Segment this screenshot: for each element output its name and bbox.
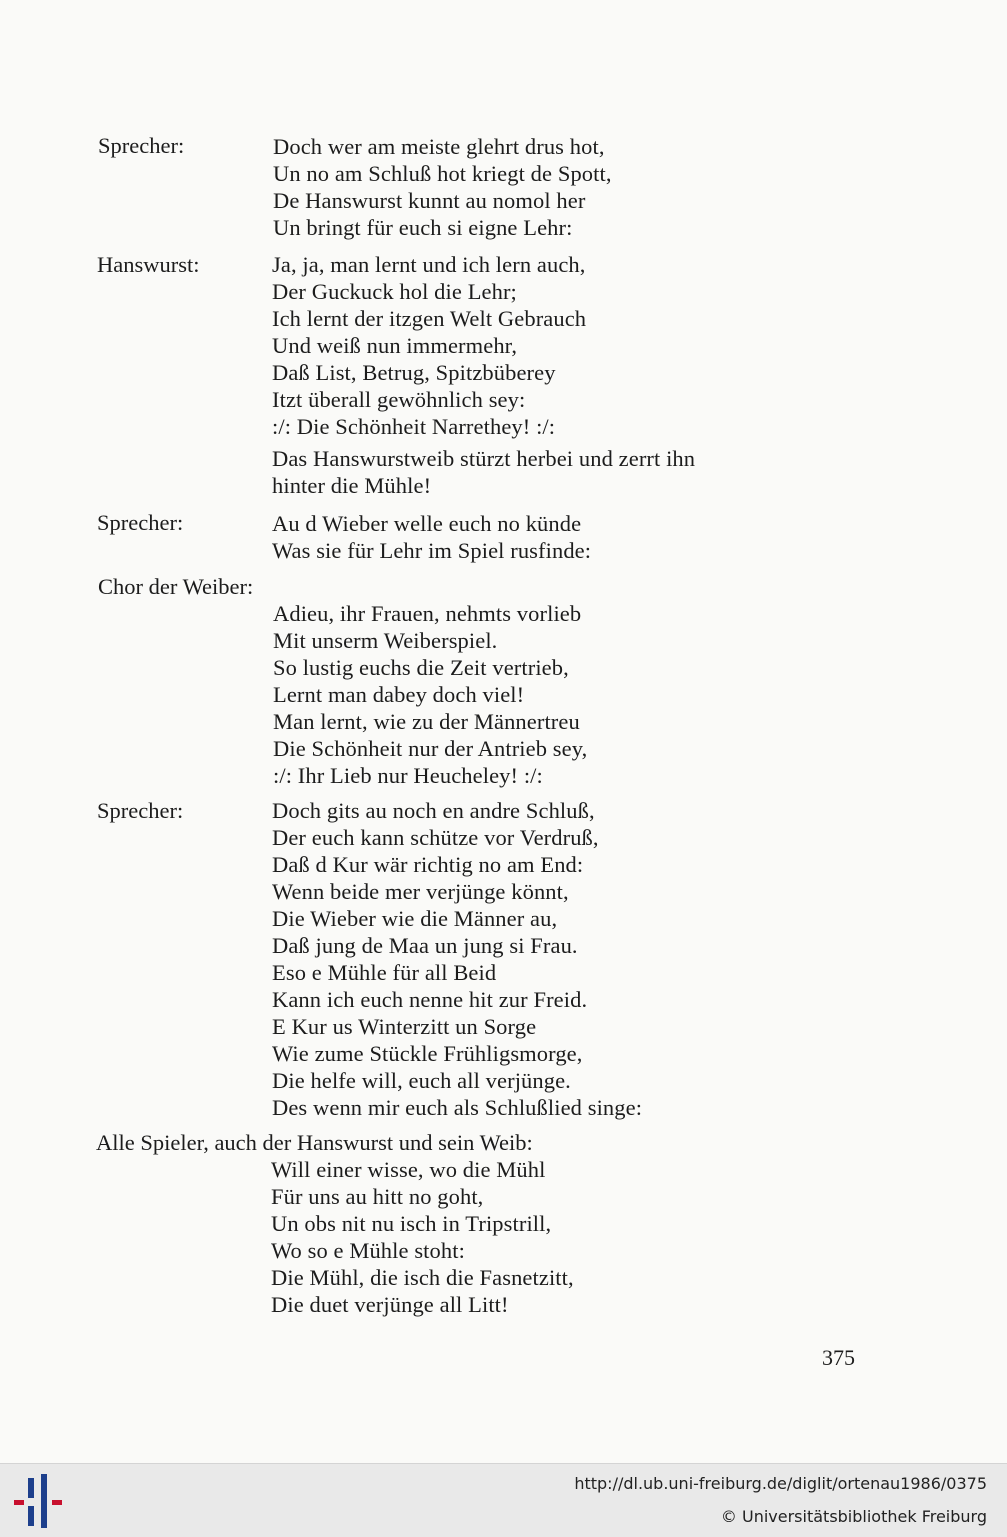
verse-line: Daß jung de Maa un jung si Frau. — [272, 933, 578, 958]
verse-line: Doch gits au noch en andre Schluß, — [272, 798, 595, 823]
verse-line: Die duet verjünge all Litt! — [271, 1292, 509, 1317]
verse-line: Itzt überall gewöhnlich sey: — [272, 387, 526, 412]
speaker-label: Sprecher: — [97, 798, 184, 823]
verse-line: Un obs nit nu isch in Tripstrill, — [271, 1211, 552, 1236]
ub-freiburg-logo-icon — [12, 1472, 66, 1530]
verse-line: Un no am Schluß hot kriegt de Spott, — [273, 161, 612, 186]
verse-line: Lernt man dabey doch viel! — [273, 682, 525, 707]
verse-line: Die helfe will, euch all verjünge. — [272, 1068, 571, 1093]
speaker-label: Sprecher: — [97, 510, 184, 535]
verse-line: Der Guckuck hol die Lehr; — [272, 279, 517, 304]
verse-line: Wo so e Mühle stoht: — [271, 1238, 465, 1263]
verse-line: Doch wer am meiste glehrt drus hot, — [273, 134, 605, 159]
verse-line: Wie zume Stückle Frühligsmorge, — [272, 1041, 583, 1066]
verse-line: Adieu, ihr Frauen, nehmts vorlieb — [273, 601, 582, 626]
speaker-label: Sprecher: — [98, 133, 185, 158]
verse-line: Un bringt für euch si eigne Lehr: — [273, 215, 573, 240]
verse-line: Und weiß nun immermehr, — [272, 333, 518, 358]
verse-line: Man lernt, wie zu der Männertreu — [273, 709, 580, 734]
speaker-label: Chor der Weiber: — [98, 574, 254, 599]
verse-line: :/: Ihr Lieb nur Heucheley! :/: — [273, 763, 543, 788]
verse-line: Will einer wisse, wo die Mühl — [271, 1157, 546, 1182]
verse-line: So lustig euchs die Zeit vertrieb, — [273, 655, 569, 680]
verse-line: Der euch kann schütze vor Verdruß, — [272, 825, 599, 850]
verse-line: E Kur us Winterzitt un Sorge — [272, 1014, 537, 1039]
verse-line: Ja, ja, man lernt und ich lern auch, — [272, 252, 586, 277]
speaker-label: Alle Spieler, auch der Hanswurst und sein Weib: — [96, 1130, 533, 1155]
page-number: 375 — [822, 1345, 855, 1370]
verse-line: Die Wieber wie die Männer au, — [272, 906, 558, 931]
verse-line: :/: Die Schönheit Narrethey! :/: — [272, 414, 556, 439]
speaker-label: Hanswurst: — [97, 252, 200, 277]
verse-line: Die Mühl, die isch die Fasnetzitt, — [271, 1265, 574, 1290]
verse-line: Au d Wieber welle euch no künde — [272, 511, 582, 536]
copyright-notice: © Universitätsbibliothek Freiburg — [720, 1507, 987, 1526]
verse-line: Eso e Mühle für all Beid — [272, 960, 497, 985]
permalink[interactable]: http://dl.ub.uni-freiburg.de/diglit/ortenau1986/0375 — [574, 1474, 987, 1493]
verse-line: Kann ich euch nenne hit zur Freid. — [272, 987, 588, 1012]
footer-bar — [0, 1463, 1007, 1537]
verse-line: Des wenn mir euch als Schlußlied singe: — [272, 1095, 643, 1120]
verse-line: Wenn beide mer verjünge könnt, — [272, 879, 569, 904]
stage-direction: Das Hanswurstweib stürzt herbei und zerrt ihn — [272, 446, 696, 471]
verse-line: Ich lernt der itzgen Welt Gebrauch — [272, 306, 587, 331]
stage-direction: hinter die Mühle! — [272, 473, 432, 498]
verse-line: De Hanswurst kunnt au nomol her — [273, 188, 586, 213]
verse-line: Was sie für Lehr im Spiel rusfinde: — [272, 538, 592, 563]
verse-line: Die Schönheit nur der Antrieb sey, — [273, 736, 588, 761]
verse-line: Mit unserm Weiberspiel. — [273, 628, 498, 653]
verse-line: Daß d Kur wär richtig no am End: — [272, 852, 584, 877]
verse-line: Für uns au hitt no goht, — [271, 1184, 484, 1209]
verse-line: Daß List, Betrug, Spitzbüberey — [272, 360, 556, 385]
